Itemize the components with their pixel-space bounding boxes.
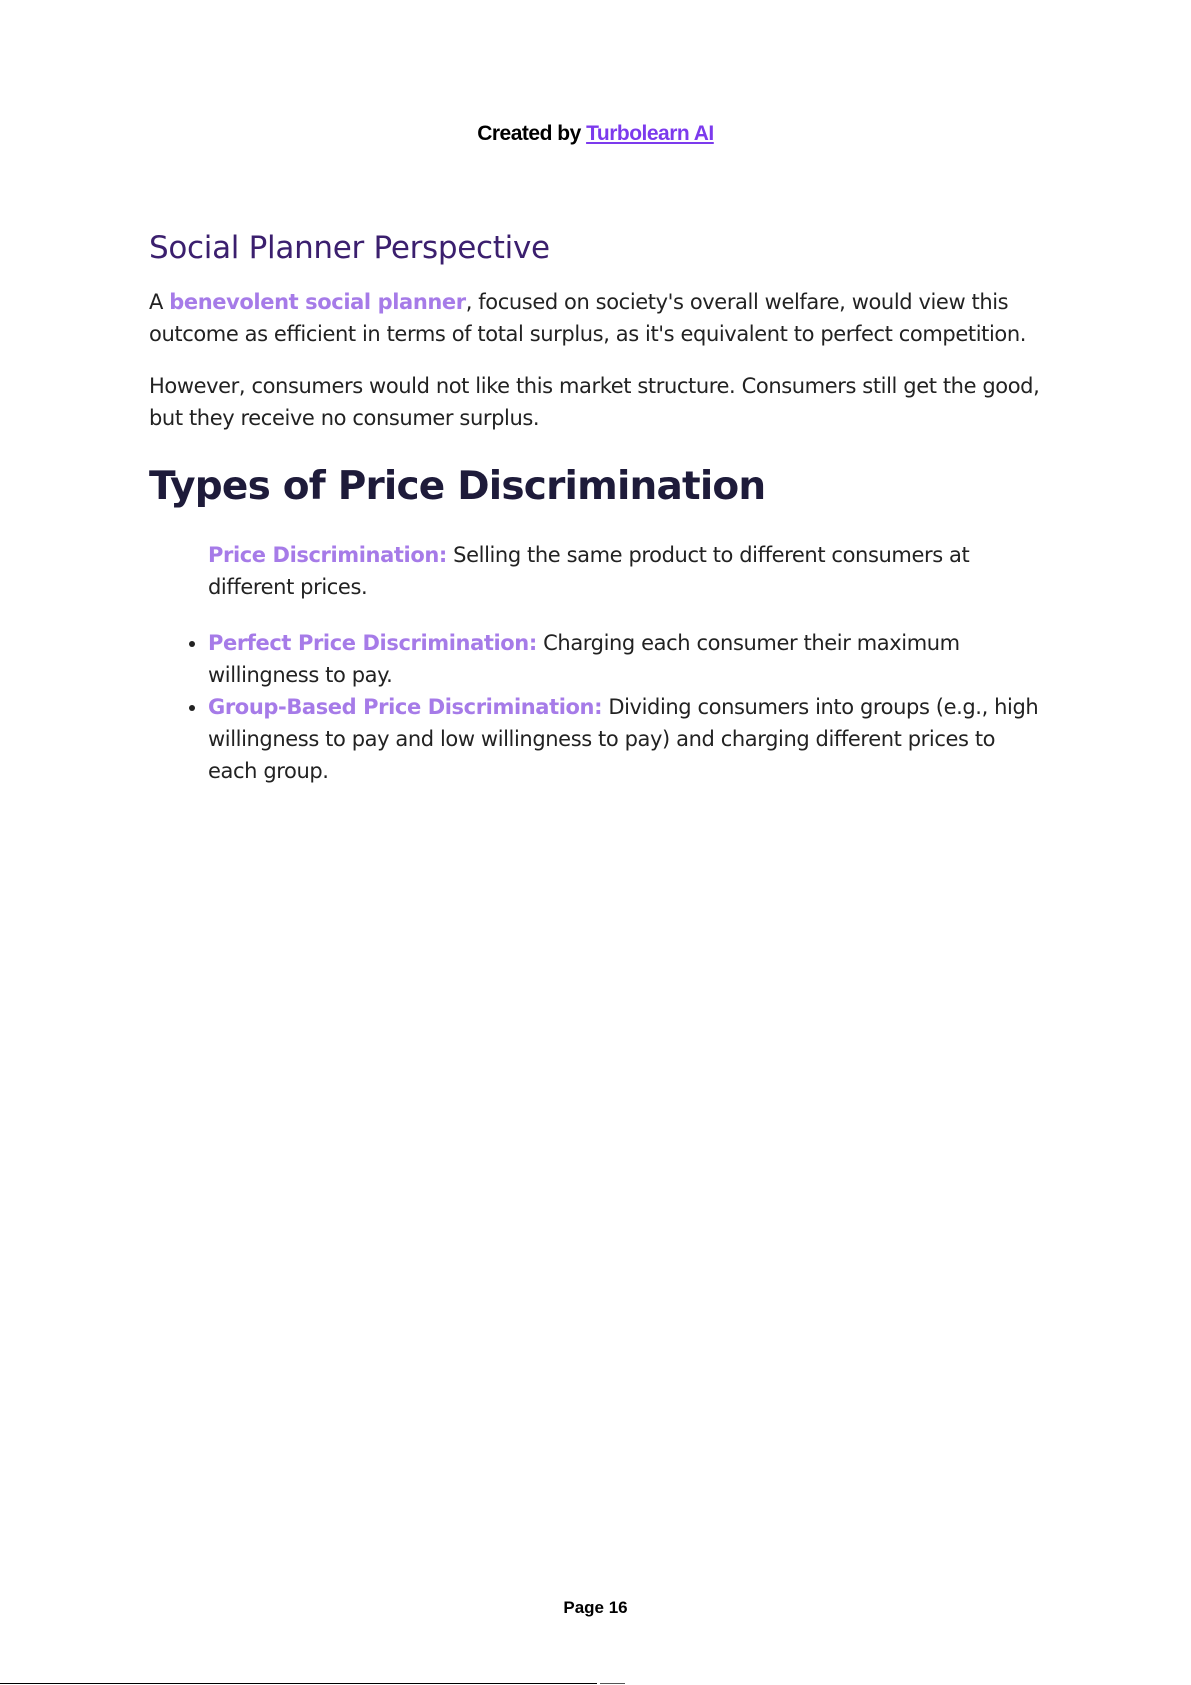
list-item-group-based [208, 691, 1049, 787]
section-title-price-discrimination: Types of Price Discrimination [149, 464, 766, 509]
term-benevolent-social-planner: benevolent social planner [169, 290, 466, 314]
list-item-term: Perfect Price Discrimination: [208, 631, 537, 655]
paragraph-rest: , focused on society's overall welfare, would view this outcome as efficient in terms of total surplus, as it's equivalent to perfect competition. [149, 290, 1027, 346]
page-content [149, 230, 1049, 787]
brand-link[interactable]: Turbolearn AI [586, 122, 714, 145]
header-prefix: Created by [477, 122, 587, 145]
price-discrimination-list [149, 627, 1049, 787]
list-item-text: Dividing consumers into groups (e.g., high willingness to pay and low willingness to pay) and charging different prices to each group. [208, 695, 1039, 783]
definition-text: Selling the same product to different consumers at different prices. [208, 543, 970, 599]
list-item-term: Group-Based Price Discrimination: [208, 695, 603, 719]
social-planner-paragraph [149, 286, 1049, 350]
page-bottom-divider [0, 1683, 597, 1684]
definition-price-discrimination [208, 539, 1049, 603]
page-bottom-mark [600, 1683, 625, 1684]
section-title-social-planner: Social Planner Perspective [149, 230, 550, 266]
page-number: Page 16 [563, 1598, 628, 1617]
paragraph-start: A [149, 290, 170, 314]
consumer-paragraph: However, consumers would not like this market structure. Consumers still get the good, but they receive no consumer surplus. [149, 374, 1040, 430]
definition-term: Price Discrimination: [208, 543, 447, 567]
page-header [0, 122, 1191, 146]
list-item-perfect [208, 627, 1049, 691]
list-item-text: Charging each consumer their maximum willingness to pay. [208, 631, 960, 687]
